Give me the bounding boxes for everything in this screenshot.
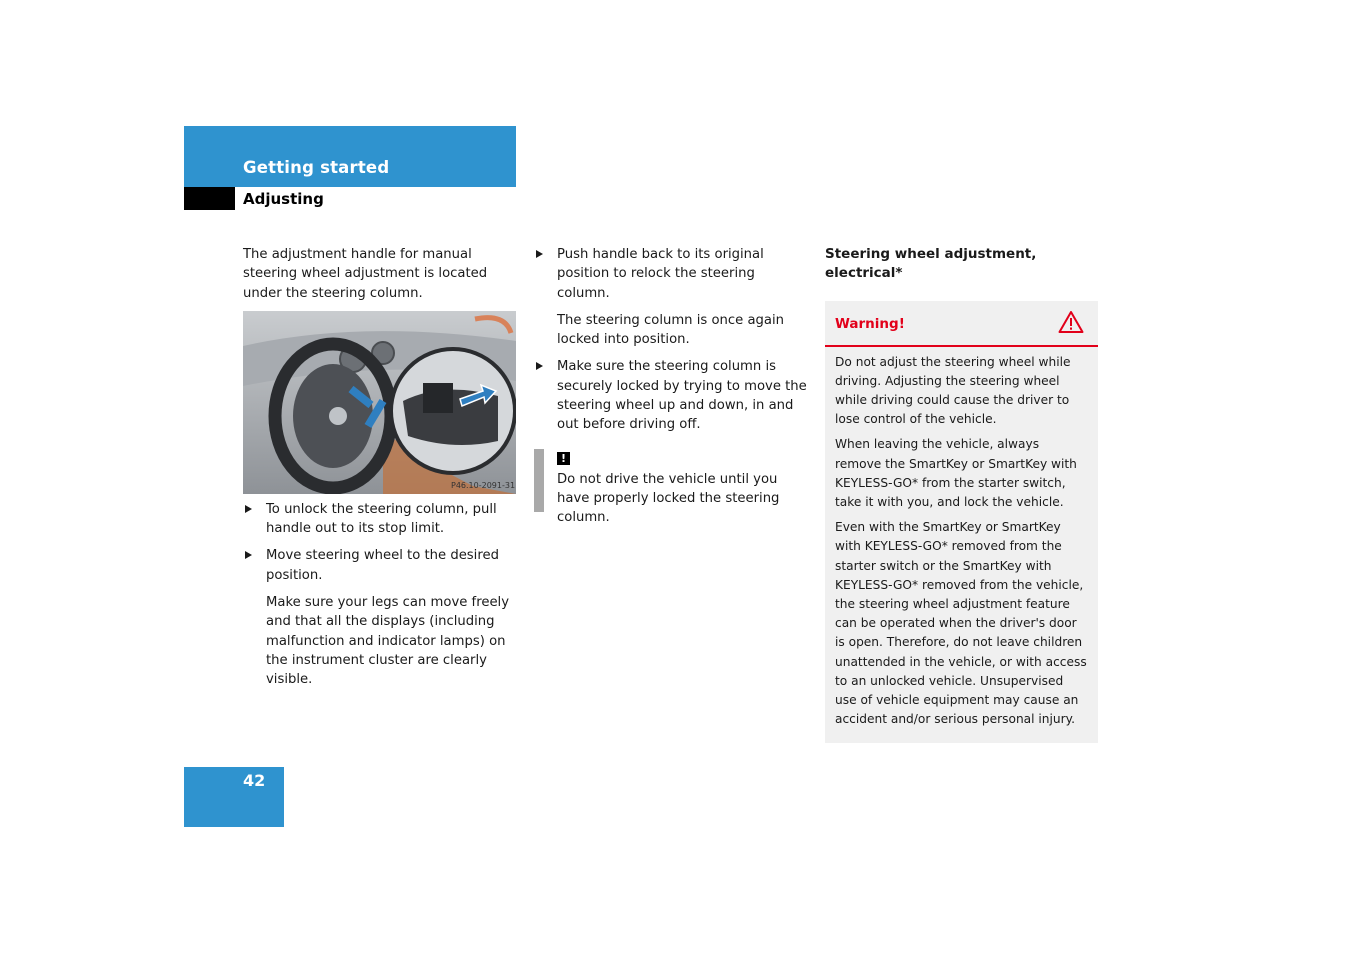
step-move-note: Make sure your legs can move freely and that all the displays (including malfunction and indicator lamps) on the instrument cluster are clearly visible.: [266, 595, 510, 688]
step-move-wheel: Move steering wheel to the desired position.: [243, 546, 518, 585]
notice-box: [534, 449, 809, 528]
warning-header: [825, 301, 1098, 347]
section-title: Getting started: [243, 158, 390, 177]
column-2: [534, 245, 809, 528]
warning-paragraph: Do not adjust the steering wheel while driving. Adjusting the steering wheel while driving could cause the driver to lose control of the vehicle.: [835, 354, 1071, 427]
exclamation-icon: !: [557, 452, 570, 465]
header-marker: [184, 187, 235, 210]
column-1: [243, 245, 518, 698]
page-number-box: [184, 767, 284, 827]
warning-body: [825, 347, 1098, 744]
steering-wheel-photo: [243, 311, 516, 494]
warning-paragraph: When leaving the vehicle, always remove the SmartKey or SmartKey with KEYLESS-GO* from the starter switch, take it with you, and lock the vehicle.: [835, 437, 1077, 510]
triangle-right-icon: [536, 362, 543, 370]
notice-text: Do not drive the vehicle until you have properly locked the steering column.: [557, 471, 780, 526]
step-relock: Push handle back to its original position to relock the steering column.: [534, 245, 809, 303]
step-verify-lock: Make sure the steering column is securely locked by trying to move the steering wheel up and down, in and out before driving off.: [534, 357, 809, 434]
triangle-right-icon: [245, 551, 252, 559]
warning-triangle-icon: [1058, 310, 1084, 334]
subsection-title: Adjusting: [243, 190, 324, 208]
warning-box: [825, 301, 1098, 744]
column-3: [825, 245, 1098, 743]
intro-text: The adjustment handle for manual steering wheel adjustment is located under the steering column.: [243, 247, 488, 301]
triangle-right-icon: [245, 505, 252, 513]
step-relock-note: The steering column is once again locked into position.: [557, 312, 784, 348]
step-unlock: To unlock the steering column, pull handle out to its stop limit.: [243, 500, 518, 539]
header-band: [184, 126, 516, 187]
electrical-adjustment-title: Steering wheel adjustment, electrical*: [825, 246, 1037, 282]
image-code: P46.10-2091-31: [451, 480, 516, 490]
triangle-right-icon: [536, 250, 543, 258]
notice-bar: [534, 449, 544, 512]
page-number: 42: [243, 771, 266, 790]
warning-label: Warning!: [835, 315, 905, 332]
warning-paragraph: Even with the SmartKey or SmartKey with KEYLESS-GO* removed from the starter switch or the SmartKey with KEYLESS-GO* removed from the vehicle, the steering wheel adjustment feature can be operated when the driver's door is open. Therefore, do not leave children unattended in the vehicle, or with access to an unlocked vehicle. Unsupervised use of vehicle equipment may cause an accident and/or serious personal injury.: [835, 520, 1087, 727]
